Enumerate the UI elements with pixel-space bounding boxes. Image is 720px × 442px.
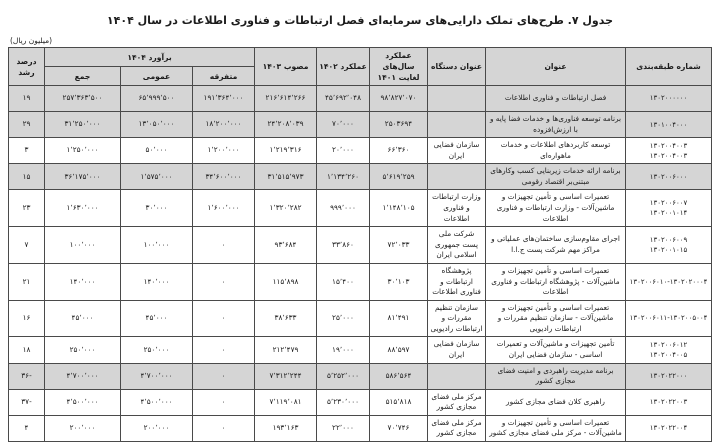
estimate-misc-cell: ۰ <box>193 363 255 389</box>
estimate-public-cell: ۵۰٬۰۰۰ <box>121 138 193 164</box>
table-row <box>9 190 712 227</box>
estimate-misc-cell: ۳۴٬۶۰۰٬۰۰۰ <box>193 164 255 190</box>
classification-code: ۱۳۰۲۰۲۲۰۰۳ <box>649 398 688 407</box>
header-estimate-total: جمع <box>45 67 121 86</box>
growth-percent-cell: ۱۵ <box>9 164 45 190</box>
agency-cell: مرکز ملی فضای مجازی کشور <box>428 415 486 441</box>
table-row <box>9 112 712 138</box>
agency-cell: سازمان فضایی ایران <box>428 138 486 164</box>
classification-cell <box>626 363 712 389</box>
classification-code-secondary: ۱۳۰۲۰۰۴۰۰۵ <box>649 350 688 359</box>
classification-cell <box>626 138 712 164</box>
estimate-public-cell: ۱۴۰٬۰۰۰ <box>121 263 193 300</box>
plan-title-cell: تعمیرات اساسی و تأمین تجهیزات و ماشین‌آلات - سازمان تنظیم مقررات و ارتباطات رادیویی <box>486 300 626 337</box>
header-agency: عنوان دستگاه <box>428 48 486 86</box>
approved-1403-cell: ۲۱۲٬۴۷۹ <box>255 337 317 363</box>
estimate-public-cell: ۱۰۰٬۰۰۰ <box>121 227 193 264</box>
header-classification: شماره طبقه‌بندی <box>626 48 712 86</box>
growth-percent-cell: ۳۶- <box>9 363 45 389</box>
table-row <box>9 415 712 441</box>
header-perf-1402: عملکرد ۱۴۰۲ <box>317 48 370 86</box>
estimate-total-cell: ۱٬۶۳۰٬۰۰۰ <box>45 190 121 227</box>
agency-cell <box>428 112 486 138</box>
perf-until-1401-cell: ۷۲٬۰۳۳ <box>370 227 428 264</box>
classification-cell <box>626 415 712 441</box>
agency-cell: سازمان تنظیم مقررات و ارتباطات رادیویی <box>428 300 486 337</box>
classification-cell <box>626 164 712 190</box>
classification-code: ۱۳۰۲۰۰۶۰۰۰ <box>649 172 688 181</box>
growth-percent-cell: ۲۱ <box>9 263 45 300</box>
perf-1402-cell: ۲۲٬۰۰۰ <box>317 415 370 441</box>
table-header <box>9 48 712 86</box>
estimate-misc-cell: ۱٬۲۰۰٬۰۰۰ <box>193 138 255 164</box>
budget-table <box>8 47 712 442</box>
perf-1402-cell: ۲۰٬۰۰۰ <box>317 138 370 164</box>
classification-code-secondary: ۱۳۰۲۰۰۱۰۱۴ <box>649 209 688 218</box>
classification-code: ۱۳۰۱۰۰۴۰۰۰ <box>649 120 688 129</box>
approved-1403-cell: ۲۱۶٬۶۱۴٬۲۶۶ <box>255 86 317 112</box>
classification-code: ۱۳۰۲۰۰۶۰۰۷ <box>649 199 688 208</box>
estimate-misc-cell: ۰ <box>193 415 255 441</box>
agency-cell: سازمان فضایی ایران <box>428 337 486 363</box>
estimate-public-cell: ۱٬۵۷۵٬۰۰۰ <box>121 164 193 190</box>
perf-1402-cell: ۹۹۹٬۰۰۰ <box>317 190 370 227</box>
classification-cell <box>626 86 712 112</box>
estimate-total-cell: ۲۵۰٬۰۰۰ <box>45 337 121 363</box>
growth-percent-cell: ۲۹ <box>9 112 45 138</box>
approved-1403-cell: ۳۸٬۶۳۳ <box>255 300 317 337</box>
agency-cell: مرکز ملی فضای مجازی کشور <box>428 389 486 415</box>
classification-cell <box>626 190 712 227</box>
perf-until-1401-cell: ۸۱٬۴۹۱ <box>370 300 428 337</box>
estimate-total-cell: ۱۴۰٬۰۰۰ <box>45 263 121 300</box>
plan-title-cell: برنامه مدیریت راهبردی و امنیت فضای مجازی کشور <box>486 363 626 389</box>
estimate-total-cell: ۳۱٬۲۵۰٬۰۰۰ <box>45 112 121 138</box>
table-row <box>9 300 712 337</box>
estimate-public-cell: ۶۵٬۹۹۹٬۵۰۰ <box>121 86 193 112</box>
perf-1402-cell: ۴۵٬۶۹۲٬۰۴۸ <box>317 86 370 112</box>
classification-cell <box>626 389 712 415</box>
estimate-total-cell: ۱٬۲۵۰٬۰۰۰ <box>45 138 121 164</box>
approved-1403-cell: ۳۱٬۵۱۵٬۹۷۳ <box>255 164 317 190</box>
estimate-public-cell: ۴٬۷۰۰٬۰۰۰ <box>121 363 193 389</box>
estimate-public-cell: ۴۵٬۰۰۰ <box>121 300 193 337</box>
estimate-misc-cell: ۰ <box>193 337 255 363</box>
perf-1402-cell: ۱٬۱۳۴٬۲۶۰ <box>317 164 370 190</box>
plan-title-cell: اجرای مقاوم‌سازی ساختمان‌های عملیاتی و مراکز مهم شرکت پست ج.ا.ا <box>486 227 626 264</box>
approved-1403-cell: ۹۳٬۶۸۴ <box>255 227 317 264</box>
agency-cell: وزارت ارتباطات و فناوری اطلاعات <box>428 190 486 227</box>
header-estimate-misc: متفرقه <box>193 67 255 86</box>
plan-title-cell: توسعه کاربردهای اطلاعات و خدمات ماهواره‌ای <box>486 138 626 164</box>
plan-title-cell: راهبری کلان فضای مجازی کشور <box>486 389 626 415</box>
approved-1403-cell: ۱۹۳٬۱۶۳ <box>255 415 317 441</box>
perf-until-1401-cell: ۸۸٬۵۹۷ <box>370 337 428 363</box>
estimate-total-cell: ۲۵۷٬۳۶۳٬۵۰۰ <box>45 86 121 112</box>
perf-1402-cell: ۵٬۲۳۰٬۰۰۰ <box>317 389 370 415</box>
estimate-total-cell: ۴۵٬۰۰۰ <box>45 300 121 337</box>
agency-cell: پژوهشگاه ارتباطات و فناوری اطلاعات <box>428 263 486 300</box>
page-title: جدول ۷. طرح‌های تملک دارایی‌های سرمایه‌ای فصل ارتباطات و فناوری اطلاعات در سال ۱۴۰۴ <box>106 14 614 27</box>
plan-title-cell: تأمین تجهیزات و ماشین‌آلات و تعمیرات اساسی - سازمان فضایی ایران <box>486 337 626 363</box>
table-row <box>9 389 712 415</box>
estimate-misc-cell: ۰ <box>193 227 255 264</box>
perf-1402-cell: ۵٬۲۵۲٬۰۰۰ <box>317 363 370 389</box>
table-row <box>9 86 712 112</box>
estimate-misc-cell: ۱۹۱٬۳۶۴٬۰۰۰ <box>193 86 255 112</box>
estimate-misc-cell: ۰ <box>193 389 255 415</box>
perf-until-1401-cell: ۷۰٬۷۴۶ <box>370 415 428 441</box>
classification-code: ۱۳۰۲۰۰۶۰۱۰-۱۳۰۲۰۲۰۰۰۴ <box>629 277 708 286</box>
estimate-total-cell: ۲۰۰٬۰۰۰ <box>45 415 121 441</box>
classification-code: ۱۳۰۲۰۰۶۰۰۹ <box>649 235 688 244</box>
plan-title-cell: تعمیرات اساسی و تأمین تجهیزات و ماشین‌آلات - پژوهشگاه ارتباطات و فناوری اطلاعات <box>486 263 626 300</box>
estimate-public-cell: ۲۰۰٬۰۰۰ <box>121 415 193 441</box>
perf-until-1401-cell: ۳۰٬۱۰۳ <box>370 263 428 300</box>
approved-1403-cell: ۱٬۳۲۰٬۲۸۲ <box>255 190 317 227</box>
agency-cell <box>428 164 486 190</box>
unit-note: (میلیون ریال) <box>10 36 53 45</box>
growth-percent-cell: ۱۶ <box>9 300 45 337</box>
perf-1402-cell: ۷۰٬۰۰۰ <box>317 112 370 138</box>
estimate-total-cell: ۱۰۰٬۰۰۰ <box>45 227 121 264</box>
perf-until-1401-cell: ۵٬۶۱۹٬۲۵۹ <box>370 164 428 190</box>
estimate-public-cell: ۴٬۵۰۰٬۰۰۰ <box>121 389 193 415</box>
header-growth-percent: درصد رشد <box>9 48 45 86</box>
growth-percent-cell: ۳۷- <box>9 389 45 415</box>
classification-code-secondary: ۱۳۰۲۰۰۱۰۱۵ <box>649 246 688 255</box>
growth-percent-cell: ۷ <box>9 227 45 264</box>
growth-percent-cell: ۲۳ <box>9 190 45 227</box>
header-title: عنوان <box>486 48 626 86</box>
classification-code: ۱۳۰۲۰۲۲۰۰۴ <box>649 424 688 433</box>
agency-cell <box>428 363 486 389</box>
estimate-misc-cell: ۰ <box>193 300 255 337</box>
approved-1403-cell: ۷٬۳۱۲٬۲۴۴ <box>255 363 317 389</box>
plan-title-cell: تعمیرات اساسی و تأمین تجهیزات و ماشین‌آلات - وزارت ارتباطات و فناوری اطلاعات <box>486 190 626 227</box>
estimate-public-cell: ۱۳٬۰۵۰٬۰۰۰ <box>121 112 193 138</box>
growth-percent-cell: ۱۸ <box>9 337 45 363</box>
estimate-total-cell: ۴٬۷۰۰٬۰۰۰ <box>45 363 121 389</box>
plan-title-cell: برنامه ارائه خدمات زیربنایی کسب وکارهای مبتنی‌بر اقتصاد رقومی <box>486 164 626 190</box>
classification-code-secondary: ۱۳۰۲۰۰۴۰۰۳ <box>649 151 688 160</box>
table-row <box>9 138 712 164</box>
estimate-misc-cell: ۱۸٬۲۰۰٬۰۰۰ <box>193 112 255 138</box>
estimate-total-cell: ۳۶٬۱۷۵٬۰۰۰ <box>45 164 121 190</box>
classification-code: ۱۳۰۲۰۰۶۰۱۲ <box>649 340 688 349</box>
classification-code: ۱۳۰۲۰۰۶۰۱۱-۱۳۰۲۰۰۵۰۰۴ <box>629 314 708 323</box>
table-row <box>9 263 712 300</box>
header-estimate-public: عمومی <box>121 67 193 86</box>
plan-title-cell: تعمیرات اساسی و تأمین تجهیزات و ماشین‌آلات - مرکز ملی فضای مجازی کشور <box>486 415 626 441</box>
perf-until-1401-cell: ۵۸۶٬۵۶۴ <box>370 363 428 389</box>
perf-until-1401-cell: ۱٬۱۴۸٬۱۰۵ <box>370 190 428 227</box>
header-perf-until-1401: عملکرد سال‌های لغایت ۱۴۰۱ <box>370 48 428 86</box>
approved-1403-cell: ۷٬۱۱۹٬۰۸۱ <box>255 389 317 415</box>
agency-cell: شرکت ملی پست جمهوری اسلامی ایران <box>428 227 486 264</box>
classification-cell <box>626 112 712 138</box>
estimate-public-cell: ۳۰٬۰۰۰ <box>121 190 193 227</box>
estimate-misc-cell: ۰ <box>193 263 255 300</box>
perf-1402-cell: ۱۵٬۴۰۰ <box>317 263 370 300</box>
classification-cell <box>626 263 712 300</box>
agency-cell <box>428 86 486 112</box>
approved-1403-cell: ۱۱۵٬۸۹۸ <box>255 263 317 300</box>
classification-cell <box>626 227 712 264</box>
growth-percent-cell: ۳ <box>9 138 45 164</box>
plan-title-cell: فصل ارتباطات و فناوری اطلاعات <box>486 86 626 112</box>
perf-1402-cell: ۱۹٬۰۰۰ <box>317 337 370 363</box>
perf-1402-cell: ۲۵٬۰۰۰ <box>317 300 370 337</box>
growth-percent-cell: ۴ <box>9 415 45 441</box>
perf-until-1401-cell: ۶۶٬۳۶۰ <box>370 138 428 164</box>
table-row <box>9 363 712 389</box>
perf-until-1401-cell: ۲۵۰۳۶۹۴ <box>370 112 428 138</box>
perf-until-1401-cell: ۹۸٬۸۲۷٬۰۷۰ <box>370 86 428 112</box>
classification-code: ۱۳۰۲۰۰۴۰۰۳ <box>649 141 688 150</box>
perf-1402-cell: ۳۳٬۸۶۰ <box>317 227 370 264</box>
classification-cell <box>626 337 712 363</box>
estimate-public-cell: ۲۵۰٬۰۰۰ <box>121 337 193 363</box>
classification-code: ۱۳۰۲۰۰۰۰۰۰ <box>649 94 688 103</box>
classification-code: ۱۳۰۲۰۲۲۰۰۰ <box>649 372 688 381</box>
table-row <box>9 227 712 264</box>
classification-cell <box>626 300 712 337</box>
table-row <box>9 164 712 190</box>
approved-1403-cell: ۲۴٬۲۰۸٬۰۳۹ <box>255 112 317 138</box>
header-estimate-1404: برآورد ۱۴۰۴ <box>45 48 255 67</box>
perf-until-1401-cell: ۵۱۵٬۸۱۸ <box>370 389 428 415</box>
table-body <box>9 86 712 442</box>
table-row <box>9 337 712 363</box>
approved-1403-cell: ۱٬۲۱۹٬۳۱۶ <box>255 138 317 164</box>
plan-title-cell: برنامه توسعه فناوری‌ها و خدمات فضا پایه و با ارزش‌افزوده <box>486 112 626 138</box>
estimate-misc-cell: ۱٬۶۰۰٬۰۰۰ <box>193 190 255 227</box>
header-approved-1403: مصوب ۱۴۰۳ <box>255 48 317 86</box>
growth-percent-cell: ۱۹ <box>9 86 45 112</box>
estimate-total-cell: ۴٬۵۰۰٬۰۰۰ <box>45 389 121 415</box>
